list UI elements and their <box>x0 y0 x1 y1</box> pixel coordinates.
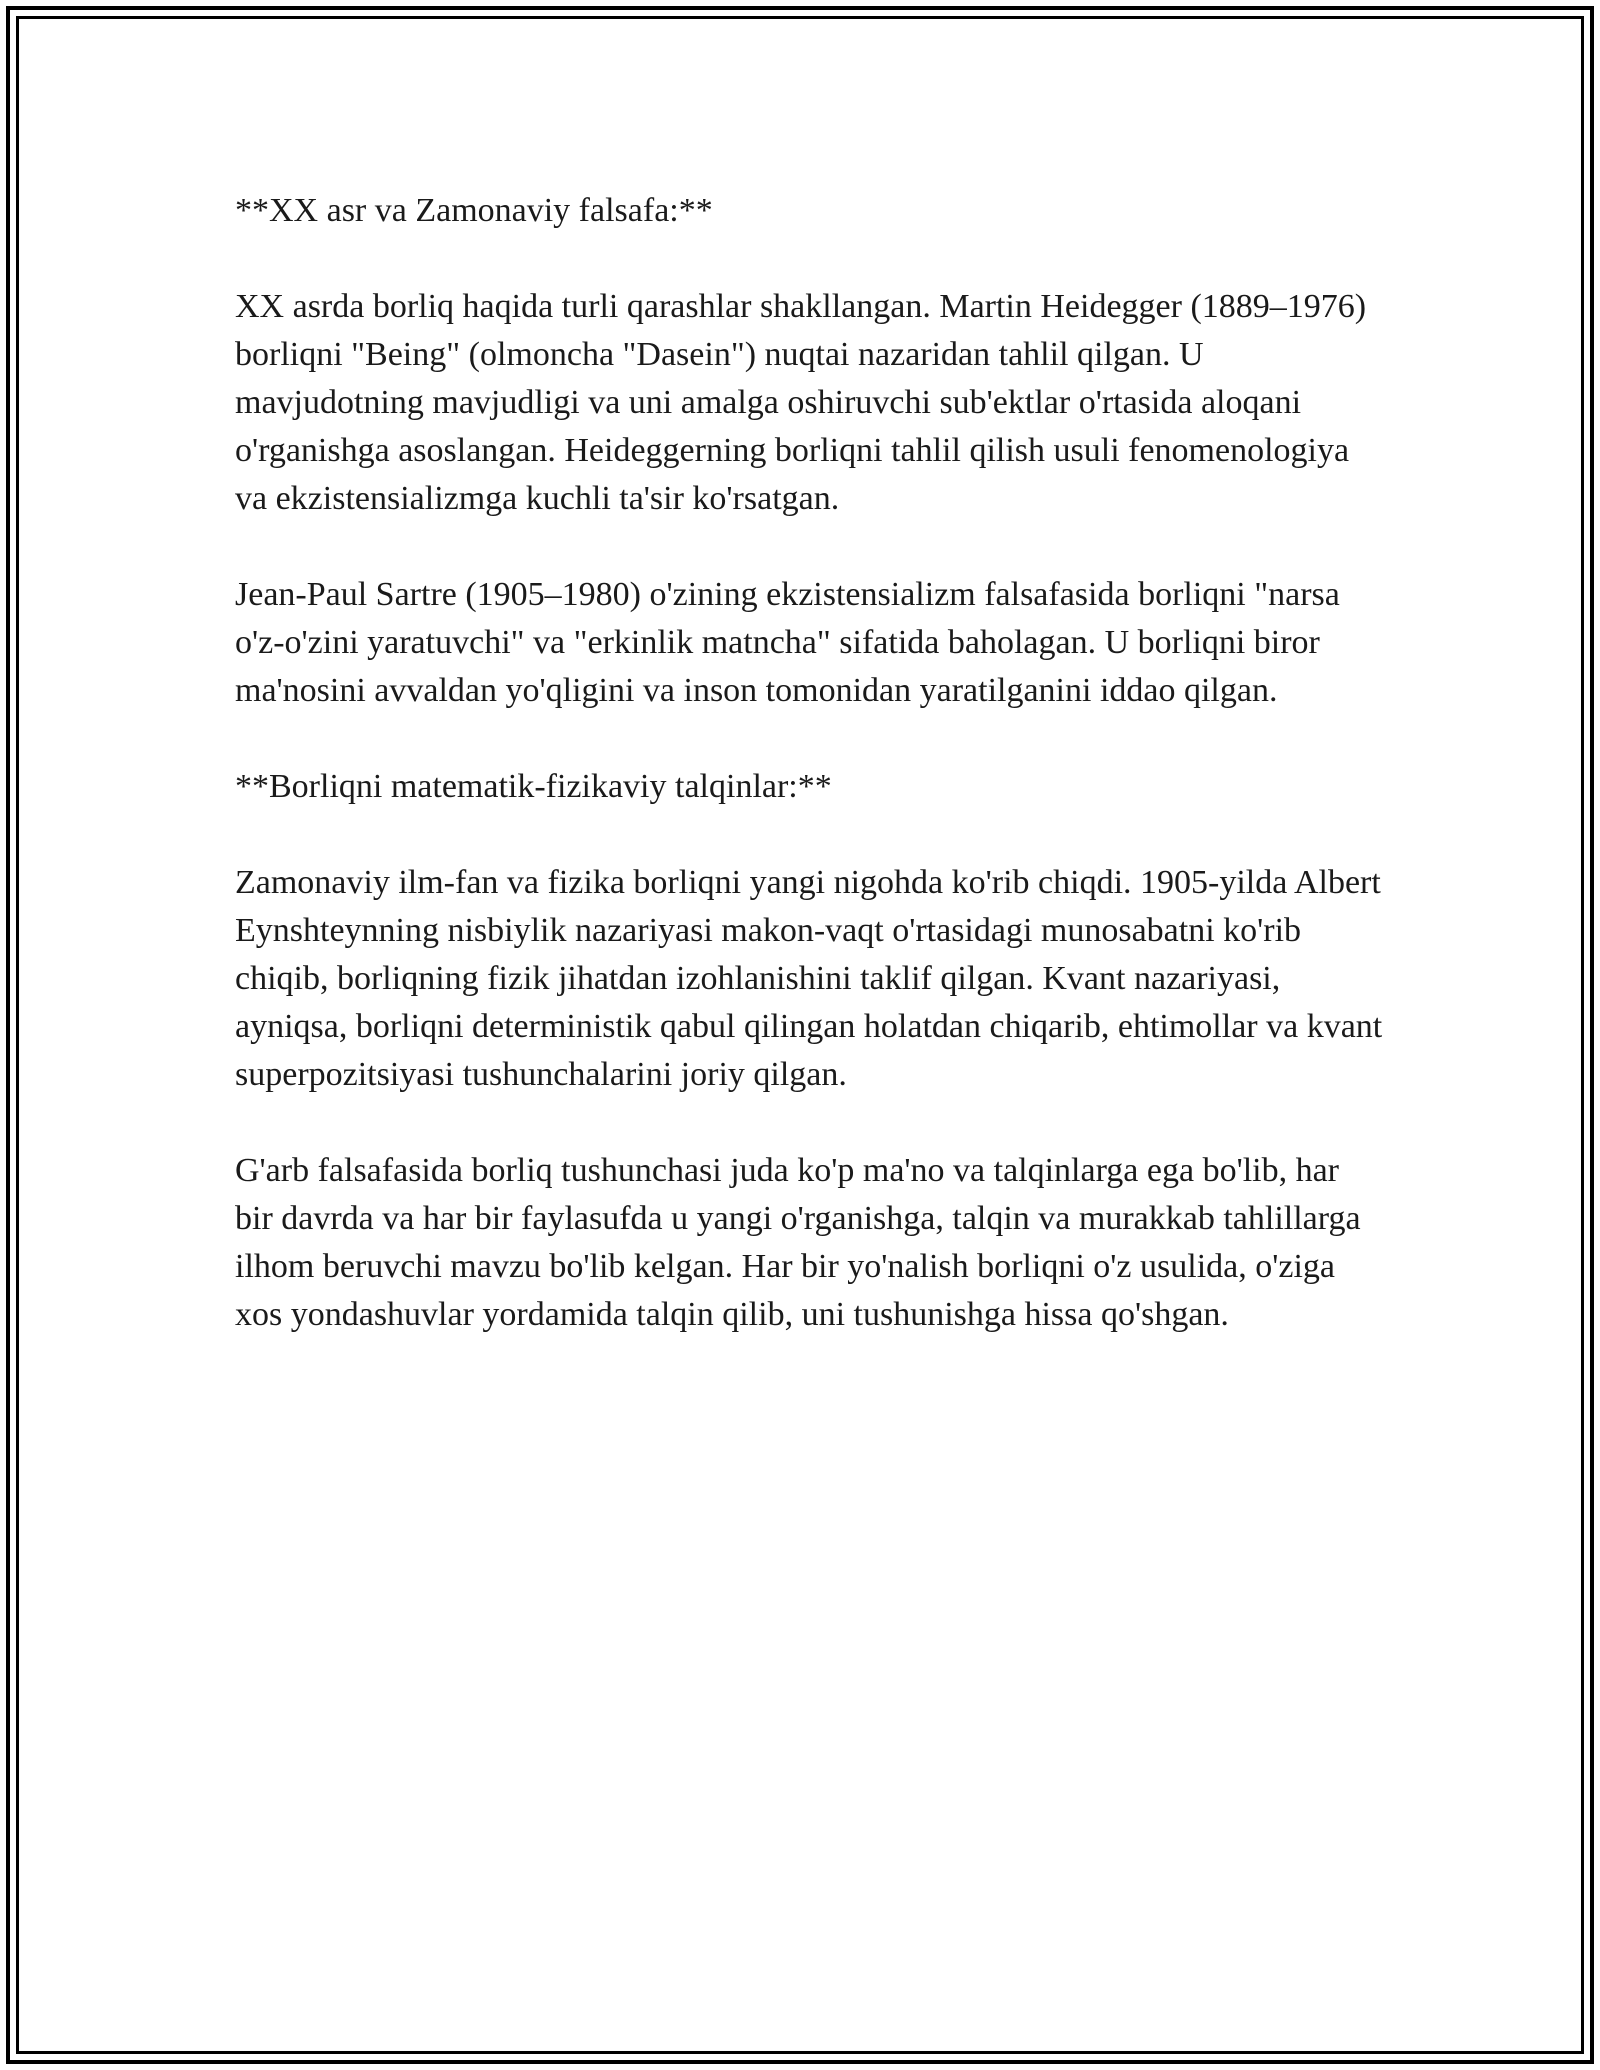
paragraph-heidegger: XX asrda borliq haqida turli qarashlar shakllangan. Martin Heidegger (1889–1976) borliqni "Being" (olmoncha "Dasein") nuqtai nazaridan tahlil qilgan. U mavjudotning mavjudligi va uni amalga oshiruvchi sub'ektlar o'rtasida aloqani o'rganishga asoslangan. Heideggerning borliqni tahlil qilish usuli fenomenologiya va ekzistensializmga kuchli ta'sir ko'rsatgan. <box>235 288 1367 517</box>
paragraph-sartre: Jean-Paul Sartre (1905–1980) o'zining ekzistensializm falsafasida borliqni "narsa o'z-o'zini yaratuvchi" va "erkinlik matncha" sifatida baholagan. U borliqni biror ma'nosini avvaldan yo'qligini va inson tomonidan yaratilganini iddao qilgan. <box>235 576 1340 709</box>
paragraph-physics: Zamonaviy ilm-fan va fizika borliqni yangi nigohda ko'rib chiqdi. 1905-yilda Albert Eynshteynning nisbiylik nazariyasi makon-vaqt o'rtasidagi munosabatni ko'rib chiqib, borliqning fizik jihatdan izohlanishini taklif qilgan. Kvant nazariyasi, ayniqsa, borliqni deterministik qabul qilingan holatdan chiqarib, ehtimollar va kvant superpozitsiyasi tushunchalarini joriy qilgan. <box>235 864 1383 1093</box>
section-heading-modern-philosophy: **XX asr va Zamonaviy falsafa:** <box>235 192 713 229</box>
paragraph-western-philosophy: G'arb falsafasida borliq tushunchasi juda ko'p ma'no va talqinlarga ega bo'lib, har bir davrda va har bir faylasufda u yangi o'rganishga, talqin va murakkab tahlillarga ilhom beruvchi mavzu bo'lib kelgan. Har bir yo'nalish borliqni o'z usulida, o'ziga xos yondashuvlar yordamida talqin qilib, uni tushunishga hissa qo'shgan. <box>235 1152 1361 1333</box>
section-heading-math-physics: **Borliqni matematik-fizikaviy talqinlar:** <box>235 768 832 805</box>
document-body <box>235 187 1385 1387</box>
